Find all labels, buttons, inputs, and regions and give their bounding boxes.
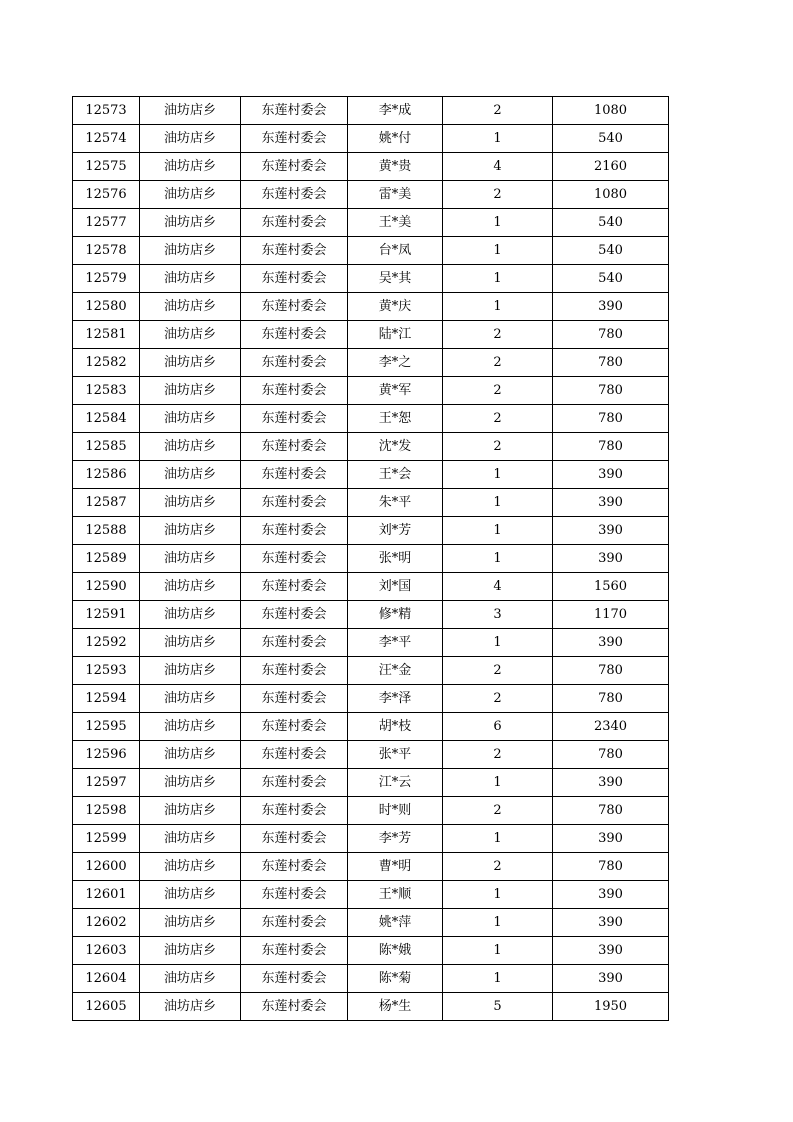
amount-cell: 780 — [553, 405, 669, 433]
name-cell: 时*则 — [348, 797, 443, 825]
record-id-cell: 12584 — [73, 405, 140, 433]
household-count-cell: 3 — [443, 601, 553, 629]
household-count-cell: 2 — [443, 97, 553, 125]
amount-cell: 1080 — [553, 97, 669, 125]
village-committee-cell: 东莲村委会 — [241, 881, 348, 909]
village-committee-cell: 东莲村委会 — [241, 265, 348, 293]
household-count-cell: 1 — [443, 965, 553, 993]
name-cell: 王*会 — [348, 461, 443, 489]
village-committee-cell: 东莲村委会 — [241, 769, 348, 797]
name-cell: 陆*江 — [348, 321, 443, 349]
township-cell: 油坊店乡 — [140, 545, 241, 573]
village-committee-cell: 东莲村委会 — [241, 461, 348, 489]
township-cell: 油坊店乡 — [140, 825, 241, 853]
village-committee-cell: 东莲村委会 — [241, 965, 348, 993]
household-count-cell: 1 — [443, 461, 553, 489]
table-row — [73, 881, 669, 909]
name-cell: 王*恕 — [348, 405, 443, 433]
household-count-cell: 1 — [443, 909, 553, 937]
table-row — [73, 601, 669, 629]
table-row — [73, 181, 669, 209]
household-count-cell: 2 — [443, 741, 553, 769]
table-row — [73, 825, 669, 853]
record-id-cell: 12602 — [73, 909, 140, 937]
township-cell: 油坊店乡 — [140, 153, 241, 181]
table-row — [73, 797, 669, 825]
household-count-cell: 1 — [443, 237, 553, 265]
name-cell: 黄*庆 — [348, 293, 443, 321]
township-cell: 油坊店乡 — [140, 881, 241, 909]
township-cell: 油坊店乡 — [140, 601, 241, 629]
amount-cell: 2160 — [553, 153, 669, 181]
table-row — [73, 993, 669, 1021]
table-row — [73, 321, 669, 349]
name-cell: 姚*付 — [348, 125, 443, 153]
name-cell: 吴*其 — [348, 265, 443, 293]
record-id-cell: 12578 — [73, 237, 140, 265]
name-cell: 杨*生 — [348, 993, 443, 1021]
township-cell: 油坊店乡 — [140, 685, 241, 713]
household-count-cell: 1 — [443, 209, 553, 237]
table-row — [73, 265, 669, 293]
village-committee-cell: 东莲村委会 — [241, 601, 348, 629]
village-committee-cell: 东莲村委会 — [241, 97, 348, 125]
name-cell: 王*美 — [348, 209, 443, 237]
township-cell: 油坊店乡 — [140, 321, 241, 349]
township-cell: 油坊店乡 — [140, 405, 241, 433]
household-count-cell: 2 — [443, 405, 553, 433]
household-count-cell: 4 — [443, 573, 553, 601]
record-id-cell: 12601 — [73, 881, 140, 909]
record-id-cell: 12587 — [73, 489, 140, 517]
record-id-cell: 12574 — [73, 125, 140, 153]
village-committee-cell: 东莲村委会 — [241, 545, 348, 573]
village-committee-cell: 东莲村委会 — [241, 209, 348, 237]
household-count-cell: 1 — [443, 769, 553, 797]
table-row — [73, 153, 669, 181]
village-committee-cell: 东莲村委会 — [241, 377, 348, 405]
name-cell: 修*精 — [348, 601, 443, 629]
household-count-cell: 2 — [443, 685, 553, 713]
amount-cell: 390 — [553, 937, 669, 965]
table-row — [73, 349, 669, 377]
record-id-cell: 12581 — [73, 321, 140, 349]
amount-cell: 540 — [553, 125, 669, 153]
amount-cell: 540 — [553, 237, 669, 265]
table-row — [73, 377, 669, 405]
township-cell: 油坊店乡 — [140, 461, 241, 489]
household-count-cell: 1 — [443, 293, 553, 321]
record-id-cell: 12579 — [73, 265, 140, 293]
township-cell: 油坊店乡 — [140, 181, 241, 209]
record-id-cell: 12577 — [73, 209, 140, 237]
amount-cell: 780 — [553, 349, 669, 377]
record-id-cell: 12585 — [73, 433, 140, 461]
township-cell: 油坊店乡 — [140, 293, 241, 321]
table-row — [73, 125, 669, 153]
amount-cell: 390 — [553, 629, 669, 657]
subsidy-table — [72, 96, 669, 1021]
village-committee-cell: 东莲村委会 — [241, 825, 348, 853]
household-count-cell: 2 — [443, 797, 553, 825]
township-cell: 油坊店乡 — [140, 937, 241, 965]
name-cell: 黄*贵 — [348, 153, 443, 181]
name-cell: 胡*枝 — [348, 713, 443, 741]
township-cell: 油坊店乡 — [140, 349, 241, 377]
village-committee-cell: 东莲村委会 — [241, 321, 348, 349]
table-row — [73, 545, 669, 573]
township-cell: 油坊店乡 — [140, 517, 241, 545]
village-committee-cell: 东莲村委会 — [241, 629, 348, 657]
township-cell: 油坊店乡 — [140, 377, 241, 405]
household-count-cell: 2 — [443, 349, 553, 377]
name-cell: 刘*国 — [348, 573, 443, 601]
record-id-cell: 12597 — [73, 769, 140, 797]
table-row — [73, 97, 669, 125]
amount-cell: 780 — [553, 377, 669, 405]
amount-cell: 390 — [553, 489, 669, 517]
household-count-cell: 2 — [443, 433, 553, 461]
village-committee-cell: 东莲村委会 — [241, 993, 348, 1021]
name-cell: 雷*美 — [348, 181, 443, 209]
amount-cell: 390 — [553, 461, 669, 489]
name-cell: 张*明 — [348, 545, 443, 573]
record-id-cell: 12588 — [73, 517, 140, 545]
table-row — [73, 769, 669, 797]
village-committee-cell: 东莲村委会 — [241, 713, 348, 741]
name-cell: 李*平 — [348, 629, 443, 657]
amount-cell: 1080 — [553, 181, 669, 209]
household-count-cell: 1 — [443, 125, 553, 153]
village-committee-cell: 东莲村委会 — [241, 517, 348, 545]
name-cell: 李*之 — [348, 349, 443, 377]
name-cell: 张*平 — [348, 741, 443, 769]
table-row — [73, 573, 669, 601]
amount-cell: 780 — [553, 321, 669, 349]
village-committee-cell: 东莲村委会 — [241, 909, 348, 937]
name-cell: 台*凤 — [348, 237, 443, 265]
table-row — [73, 741, 669, 769]
table-row — [73, 629, 669, 657]
amount-cell: 390 — [553, 517, 669, 545]
name-cell: 黄*军 — [348, 377, 443, 405]
table-row — [73, 433, 669, 461]
township-cell: 油坊店乡 — [140, 489, 241, 517]
township-cell: 油坊店乡 — [140, 797, 241, 825]
name-cell: 李*成 — [348, 97, 443, 125]
name-cell: 王*顺 — [348, 881, 443, 909]
household-count-cell: 1 — [443, 517, 553, 545]
village-committee-cell: 东莲村委会 — [241, 153, 348, 181]
record-id-cell: 12591 — [73, 601, 140, 629]
village-committee-cell: 东莲村委会 — [241, 853, 348, 881]
record-id-cell: 12586 — [73, 461, 140, 489]
village-committee-cell: 东莲村委会 — [241, 237, 348, 265]
amount-cell: 1560 — [553, 573, 669, 601]
name-cell: 沈*发 — [348, 433, 443, 461]
record-id-cell: 12589 — [73, 545, 140, 573]
village-committee-cell: 东莲村委会 — [241, 293, 348, 321]
township-cell: 油坊店乡 — [140, 573, 241, 601]
record-id-cell: 12605 — [73, 993, 140, 1021]
township-cell: 油坊店乡 — [140, 237, 241, 265]
record-id-cell: 12599 — [73, 825, 140, 853]
household-count-cell: 2 — [443, 321, 553, 349]
table-row — [73, 965, 669, 993]
village-committee-cell: 东莲村委会 — [241, 349, 348, 377]
township-cell: 油坊店乡 — [140, 909, 241, 937]
table-row — [73, 517, 669, 545]
name-cell: 朱*平 — [348, 489, 443, 517]
household-count-cell: 2 — [443, 657, 553, 685]
table-row — [73, 685, 669, 713]
amount-cell: 780 — [553, 853, 669, 881]
household-count-cell: 5 — [443, 993, 553, 1021]
table-row — [73, 853, 669, 881]
township-cell: 油坊店乡 — [140, 433, 241, 461]
table-row — [73, 209, 669, 237]
name-cell: 陈*菊 — [348, 965, 443, 993]
table-row — [73, 937, 669, 965]
table-row — [73, 293, 669, 321]
village-committee-cell: 东莲村委会 — [241, 181, 348, 209]
household-count-cell: 1 — [443, 825, 553, 853]
table-row — [73, 713, 669, 741]
amount-cell: 540 — [553, 265, 669, 293]
village-committee-cell: 东莲村委会 — [241, 405, 348, 433]
amount-cell: 780 — [553, 433, 669, 461]
amount-cell: 390 — [553, 965, 669, 993]
table-row — [73, 657, 669, 685]
record-id-cell: 12603 — [73, 937, 140, 965]
village-committee-cell: 东莲村委会 — [241, 657, 348, 685]
name-cell: 刘*芳 — [348, 517, 443, 545]
household-count-cell: 1 — [443, 545, 553, 573]
household-count-cell: 6 — [443, 713, 553, 741]
record-id-cell: 12583 — [73, 377, 140, 405]
amount-cell: 2340 — [553, 713, 669, 741]
amount-cell: 390 — [553, 769, 669, 797]
record-id-cell: 12580 — [73, 293, 140, 321]
table-row — [73, 461, 669, 489]
household-count-cell: 2 — [443, 377, 553, 405]
amount-cell: 780 — [553, 797, 669, 825]
record-id-cell: 12600 — [73, 853, 140, 881]
household-count-cell: 1 — [443, 629, 553, 657]
amount-cell: 780 — [553, 685, 669, 713]
household-count-cell: 1 — [443, 489, 553, 517]
record-id-cell: 12576 — [73, 181, 140, 209]
record-id-cell: 12582 — [73, 349, 140, 377]
table-row — [73, 237, 669, 265]
amount-cell: 780 — [553, 741, 669, 769]
household-count-cell: 2 — [443, 853, 553, 881]
table-row — [73, 405, 669, 433]
amount-cell: 540 — [553, 209, 669, 237]
township-cell: 油坊店乡 — [140, 853, 241, 881]
household-count-cell: 1 — [443, 881, 553, 909]
township-cell: 油坊店乡 — [140, 713, 241, 741]
record-id-cell: 12590 — [73, 573, 140, 601]
village-committee-cell: 东莲村委会 — [241, 797, 348, 825]
table-body — [73, 97, 669, 1021]
village-committee-cell: 东莲村委会 — [241, 433, 348, 461]
record-id-cell: 12592 — [73, 629, 140, 657]
village-committee-cell: 东莲村委会 — [241, 125, 348, 153]
township-cell: 油坊店乡 — [140, 97, 241, 125]
name-cell: 李*泽 — [348, 685, 443, 713]
amount-cell: 1170 — [553, 601, 669, 629]
record-id-cell: 12594 — [73, 685, 140, 713]
amount-cell: 780 — [553, 657, 669, 685]
village-committee-cell: 东莲村委会 — [241, 937, 348, 965]
name-cell: 江*云 — [348, 769, 443, 797]
township-cell: 油坊店乡 — [140, 993, 241, 1021]
name-cell: 陈*娥 — [348, 937, 443, 965]
household-count-cell: 2 — [443, 181, 553, 209]
table-row — [73, 909, 669, 937]
amount-cell: 390 — [553, 825, 669, 853]
name-cell: 汪*金 — [348, 657, 443, 685]
amount-cell: 390 — [553, 881, 669, 909]
amount-cell: 390 — [553, 545, 669, 573]
record-id-cell: 12596 — [73, 741, 140, 769]
table-row — [73, 489, 669, 517]
household-count-cell: 1 — [443, 265, 553, 293]
household-count-cell: 4 — [443, 153, 553, 181]
village-committee-cell: 东莲村委会 — [241, 489, 348, 517]
amount-cell: 390 — [553, 293, 669, 321]
township-cell: 油坊店乡 — [140, 965, 241, 993]
village-committee-cell: 东莲村委会 — [241, 685, 348, 713]
record-id-cell: 12573 — [73, 97, 140, 125]
record-id-cell: 12575 — [73, 153, 140, 181]
name-cell: 李*芳 — [348, 825, 443, 853]
name-cell: 曹*明 — [348, 853, 443, 881]
village-committee-cell: 东莲村委会 — [241, 741, 348, 769]
record-id-cell: 12604 — [73, 965, 140, 993]
record-id-cell: 12595 — [73, 713, 140, 741]
record-id-cell: 12593 — [73, 657, 140, 685]
amount-cell: 1950 — [553, 993, 669, 1021]
township-cell: 油坊店乡 — [140, 125, 241, 153]
township-cell: 油坊店乡 — [140, 657, 241, 685]
township-cell: 油坊店乡 — [140, 265, 241, 293]
township-cell: 油坊店乡 — [140, 769, 241, 797]
township-cell: 油坊店乡 — [140, 629, 241, 657]
township-cell: 油坊店乡 — [140, 741, 241, 769]
village-committee-cell: 东莲村委会 — [241, 573, 348, 601]
amount-cell: 390 — [553, 909, 669, 937]
record-id-cell: 12598 — [73, 797, 140, 825]
household-count-cell: 1 — [443, 937, 553, 965]
name-cell: 姚*萍 — [348, 909, 443, 937]
township-cell: 油坊店乡 — [140, 209, 241, 237]
